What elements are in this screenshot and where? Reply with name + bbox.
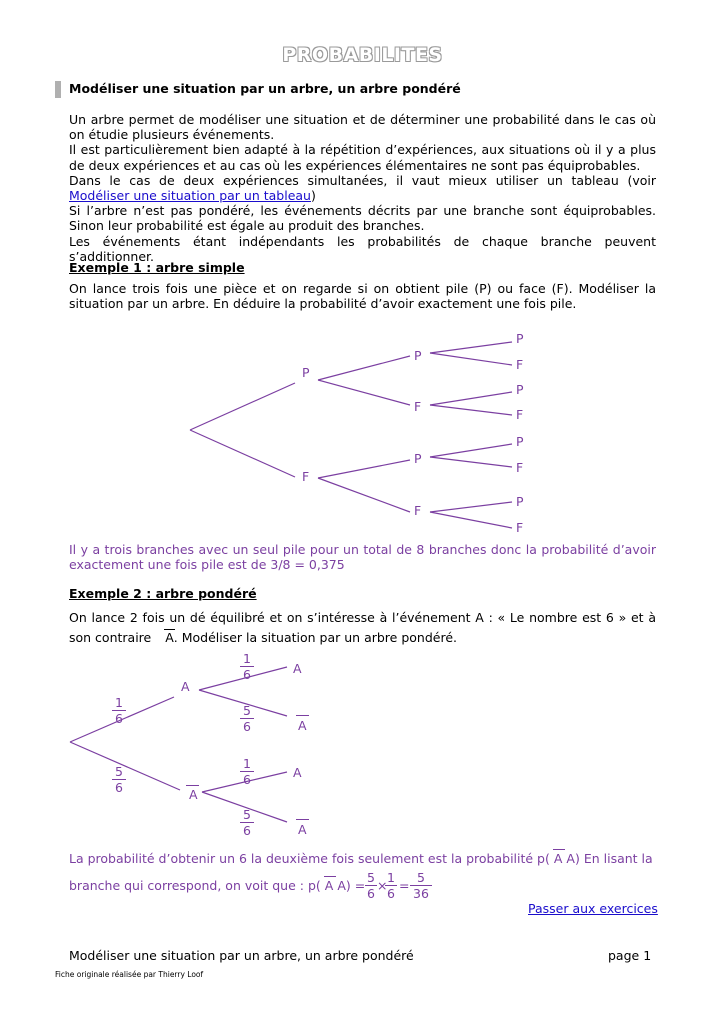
answer-line1-end: En lisant la — [583, 851, 653, 866]
tree2-weight-second-4 — [240, 807, 254, 838]
event-letter: A — [553, 851, 563, 866]
tree1-l3-node-2: F — [516, 357, 524, 372]
denominator: 6 — [115, 780, 123, 795]
tree2-second-event-2: A — [298, 718, 307, 733]
tree1-l2-node-4: F — [414, 503, 422, 518]
denominator: 6 — [243, 772, 251, 787]
denominator: 36 — [413, 886, 429, 901]
denominator: 6 — [115, 711, 123, 726]
answer-line1-event: A) — [566, 851, 580, 866]
answer-line2-contrary — [325, 878, 334, 893]
answer-fraction-2 — [385, 870, 397, 901]
numerator: 1 — [385, 870, 397, 886]
numerator: 1 — [240, 651, 254, 667]
tree1-l3-node-7: P — [516, 494, 524, 509]
tree1-l2-node-2: F — [414, 399, 422, 414]
tree2-weight-second-2 — [240, 703, 254, 734]
overline — [164, 629, 175, 630]
tree1-l3-node-6: F — [516, 460, 524, 475]
tree1-l2-node-1: P — [414, 348, 422, 363]
tree2-weight-second-3 — [240, 756, 254, 787]
numerator: 5 — [112, 764, 126, 780]
tree1-l1-node-1: P — [302, 365, 310, 380]
example2-title: Exemple 2 : arbre pondéré — [69, 586, 257, 601]
tree2-second-event-1: A — [293, 661, 302, 676]
intro-p4: Si l’arbre n’est pas pondéré, les événements décrits par une branche sont équiprobables. Sinon leur probabilité est égale au produit des branches. — [69, 203, 656, 234]
equals-sign: = — [399, 878, 410, 893]
tree1-l3-node-5: P — [516, 434, 524, 449]
example2-answer-line2 — [69, 878, 365, 893]
tree2-weight-first-1 — [112, 695, 126, 726]
overline — [324, 876, 336, 877]
tree1-l3-node-3: P — [516, 382, 524, 397]
example2-statement-end: . Modéliser la situation par un arbre pondéré. — [173, 630, 457, 645]
answer-fraction-3 — [410, 870, 432, 901]
section-title: Modéliser une situation par un arbre, un arbre pondéré — [69, 81, 461, 96]
tree2-weight-second-1 — [240, 651, 254, 682]
tree1-l2-node-3: P — [414, 451, 422, 466]
answer-line2-event: A) = — [337, 878, 366, 893]
overline — [296, 819, 309, 820]
numerator: 5 — [240, 703, 254, 719]
answer-fraction-1 — [365, 870, 377, 901]
table-model-link[interactable]: Modéliser une situation par un tableau — [69, 188, 311, 204]
denominator: 6 — [243, 719, 251, 734]
tree2-first-event-1: A — [181, 679, 190, 694]
tree2-first-event-2: A — [189, 787, 198, 802]
tree1-l3-node-4: F — [516, 407, 524, 422]
denominator: 6 — [367, 886, 375, 901]
example1-statement: On lance trois fois une pièce et on regarde si on obtient pile (P) ou face (F). Modéliser la situation par un arbre. En déduire la probabilité d’avoir exactement une fois pile. — [69, 281, 656, 312]
example2-event-letter: A — [165, 630, 174, 645]
intro-p2: Il est particulièrement bien adapté à la répétition d’expériences, aux situations où il y a plus de deux expériences et au cas où les expériences élémentaires ne sont pas équiprobables. — [69, 142, 656, 173]
intro-p3-start: Dans le cas de deux expériences simultanées, il vaut mieux utiliser un tableau (voir — [69, 172, 656, 188]
overline — [296, 715, 309, 716]
event-letter: A — [324, 878, 334, 893]
page-number: page 1 — [608, 948, 652, 963]
denominator: 6 — [243, 667, 251, 682]
author-credit: Fiche originale réalisée par Thierry Loof — [55, 970, 204, 979]
times-sign: × — [377, 878, 388, 893]
example1-title: Exemple 1 : arbre simple — [69, 260, 245, 275]
exercises-link[interactable]: Passer aux exercices — [528, 901, 658, 916]
tree2-second-event-3: A — [293, 765, 302, 780]
numerator: 1 — [240, 756, 254, 772]
numerator: 5 — [240, 807, 254, 823]
overline — [186, 785, 199, 786]
tree1-l1-node-2: F — [302, 469, 310, 484]
overline — [553, 849, 565, 850]
numerator: 5 — [365, 870, 377, 886]
denominator: 6 — [243, 823, 251, 838]
example2-answer-line1 — [69, 851, 656, 866]
example2-statement-start: On lance 2 fois un dé équilibré et on s’intéresse à l’événement A : « Le nombre est 6 » et à son contraire — [69, 610, 656, 645]
answer-line2-start: branche qui correspond, on voit que : p( — [69, 878, 321, 893]
denominator: 6 — [387, 886, 395, 901]
answer-line1-start: La probabilité d’obtenir un 6 la deuxième fois seulement est la probabilité p( — [69, 851, 550, 866]
page-title: PROBABILITES — [282, 44, 443, 66]
example2-contrary-event — [165, 628, 174, 648]
numerator: 5 — [410, 870, 432, 886]
intro-p3-end: ) — [310, 188, 316, 204]
footer-label: Modéliser une situation par un arbre, un arbre pondéré — [69, 948, 414, 963]
intro-p5: Les événements étant indépendants les probabilités de chaque branche peuvent s’additionner. — [69, 233, 656, 264]
example2-statement — [69, 608, 656, 648]
tree1-l3-node-1: P — [516, 331, 524, 346]
tree2-weight-first-2 — [112, 764, 126, 795]
tree1-l3-node-8: F — [516, 520, 524, 535]
example1-answer: Il y a trois branches avec un seul pile pour un total de 8 branches donc la probabilité d’avoir exactement une fois pile est de 3/8 = 0,375 — [69, 542, 656, 573]
numerator: 1 — [112, 695, 126, 711]
tree2-second-event-4: A — [298, 822, 307, 837]
answer-line1-contrary — [554, 851, 563, 866]
intro-p1: Un arbre permet de modéliser une situation et de déterminer une probabilité dans le cas où on étudie plusieurs événements. — [69, 112, 656, 143]
